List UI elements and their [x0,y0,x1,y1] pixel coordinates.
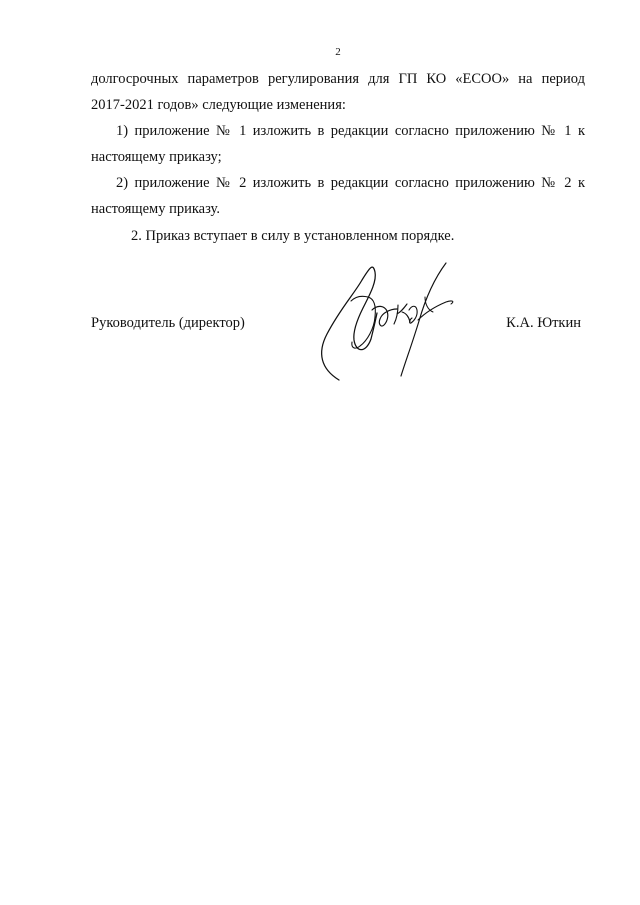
signatory-role: Руководитель (директор) [91,315,245,331]
effective-clause: 2. Приказ вступает в силу в установленном порядке. [131,228,455,244]
list-item-2-line-2: настоящему приказу. [91,201,220,217]
handwritten-signature-icon [305,252,465,387]
list-item-2-line-1: 2) приложение № 2 изложить в редакции согласно приложению № 2 к [116,175,585,191]
signatory-name: К.А. Юткин [506,315,581,331]
list-item-1-line-1: 1) приложение № 1 изложить в редакции согласно приложению № 1 к [116,123,585,139]
list-item-1-line-2: настоящему приказу; [91,149,222,165]
paragraph-line-1: долгосрочных параметров регулирования для ГП КО «ЕСОО» на период [91,71,585,87]
paragraph-line-2: 2017-2021 годов» следующие изменения: [91,97,346,113]
page-number: 2 [335,46,341,58]
handwritten-signature [305,252,465,387]
